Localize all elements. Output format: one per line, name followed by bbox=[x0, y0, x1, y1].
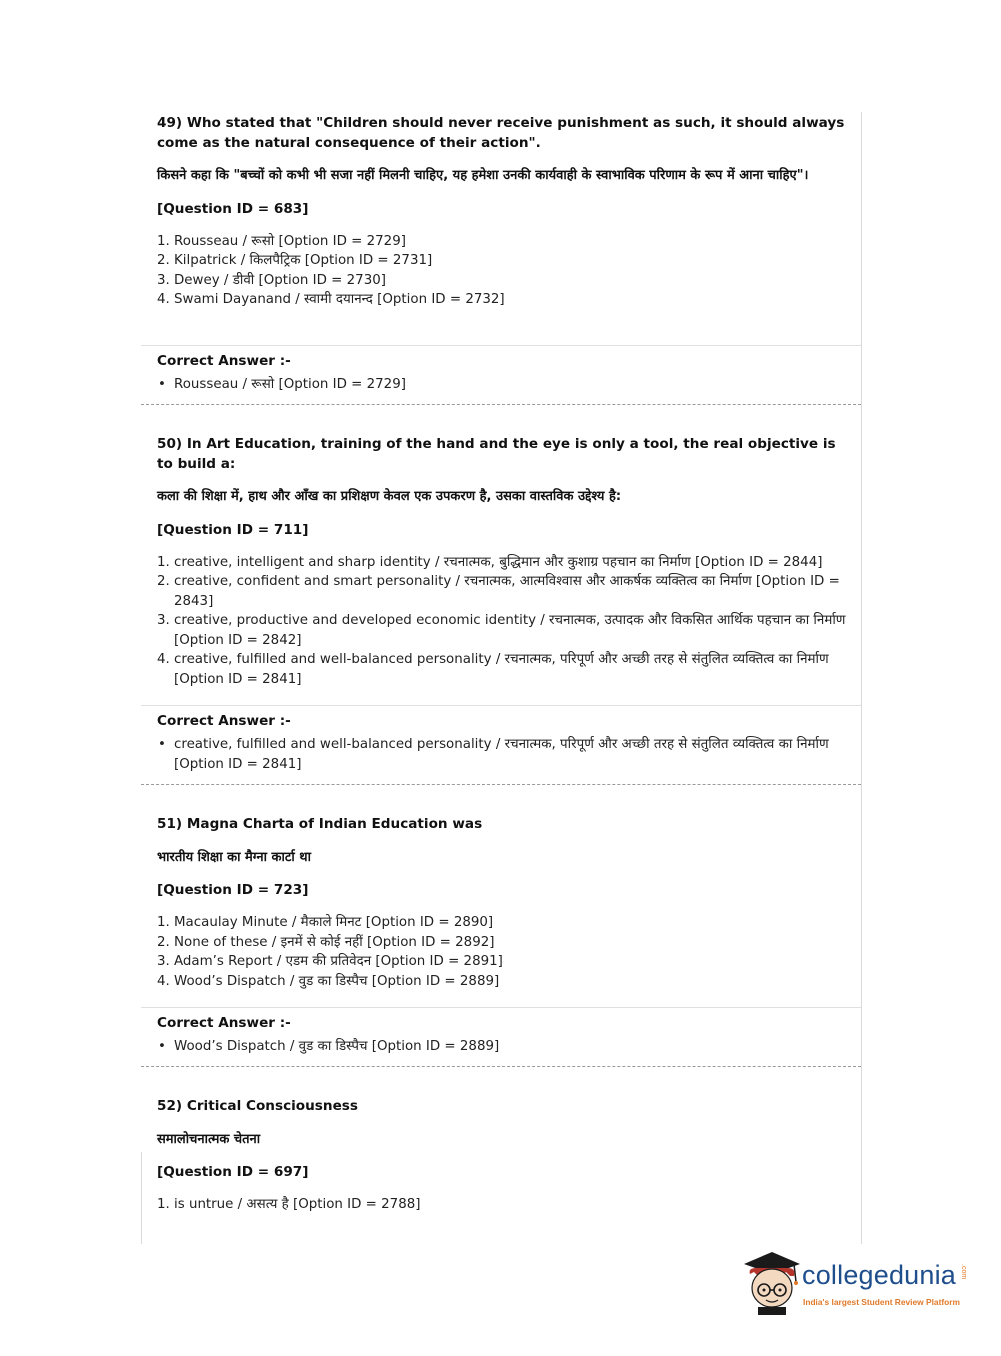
collegedunia-logo[interactable] bbox=[742, 1250, 972, 1316]
option-item bbox=[157, 251, 847, 271]
bullet-icon: • bbox=[158, 377, 166, 392]
option-text: is untrue / असत्य है [Option ID = 2788] bbox=[174, 1197, 421, 1212]
bullet-icon: • bbox=[158, 1039, 166, 1054]
option-number: 4. bbox=[157, 292, 170, 307]
question-hindi: किसने कहा कि "बच्चों को कभी भी सजा नहीं मिलनी चाहिए, यह हमेशा उनकी कार्यवाही के स्वाभाविक परिणाम के रूप में आना चाहिए"। bbox=[157, 168, 809, 183]
logo-tagline: India's largest Student Review Platform bbox=[803, 1297, 960, 1307]
question-50 bbox=[141, 435, 861, 689]
question-id: [Question ID = 723] bbox=[157, 882, 309, 898]
question-id: [Question ID = 711] bbox=[157, 521, 309, 538]
answer-text: Rousseau / रूसो [Option ID = 2729] bbox=[174, 377, 406, 392]
option-text: creative, productive and developed economic identity / रचनात्मक, उत्पादक और विकसित आर्थिक पहचान का निर्माण [Option ID = 2842] bbox=[174, 613, 846, 648]
options-list bbox=[157, 232, 847, 310]
option-text: None of these / इनमें से कोई नहीं [Option ID = 2892] bbox=[174, 934, 495, 950]
logo-wordmark: collegedunia bbox=[802, 1260, 957, 1290]
question-51 bbox=[141, 815, 861, 991]
question-divider bbox=[141, 1066, 861, 1067]
answer-50 bbox=[141, 712, 861, 774]
question-hindi: भारतीय शिक्षा का मैग्ना कार्टा था bbox=[157, 849, 311, 865]
option-number: 3. bbox=[157, 272, 170, 288]
option-text: Kilpatrick / किलपैट्रिक [Option ID = 2731] bbox=[174, 253, 433, 268]
correct-answer-label: Correct Answer :- bbox=[157, 713, 291, 729]
option-item bbox=[157, 611, 847, 650]
option-text: Adam’s Report / एडम की प्रतिवेदन [Option ID = 2891] bbox=[174, 954, 503, 969]
options-list bbox=[157, 913, 847, 991]
option-number: 2. bbox=[157, 253, 170, 268]
option-text: Rousseau / रूसो [Option ID = 2729] bbox=[174, 233, 406, 249]
page-right-border bbox=[861, 112, 862, 1244]
question-id: [Question ID = 683] bbox=[157, 200, 309, 217]
question-paper-page bbox=[141, 112, 862, 1244]
answer-list bbox=[157, 1037, 847, 1057]
option-number: 2. bbox=[157, 574, 170, 589]
question-divider bbox=[141, 404, 861, 405]
option-item bbox=[157, 952, 847, 972]
question-52 bbox=[141, 1097, 861, 1215]
options-list bbox=[157, 553, 847, 690]
question-title: 51) Magna Charta of Indian Education was bbox=[157, 816, 483, 832]
correct-answer-label: Correct Answer :- bbox=[157, 1015, 291, 1031]
answer-51 bbox=[141, 1014, 861, 1057]
question-title: 50) In Art Education, training of the hand and the eye is only a tool, the real objective is to build a: bbox=[157, 436, 836, 472]
question-id: [Question ID = 697] bbox=[157, 1164, 309, 1180]
answer-list bbox=[157, 735, 847, 774]
answer-49 bbox=[141, 352, 861, 395]
options-list bbox=[157, 1195, 847, 1215]
question-hindi: कला की शिक्षा में, हाथ और आँख का प्रशिक्षण केवल एक उपकरण है, उसका वास्तविक उद्देश्य है: bbox=[157, 489, 622, 504]
option-text: creative, intelligent and sharp identity / रचनात्मक, बुद्धिमान और कुशाग्र पहचान का निर्माण [Option ID = 2844] bbox=[174, 554, 823, 570]
answer-divider bbox=[141, 1007, 861, 1008]
option-number: 1. bbox=[157, 1197, 170, 1212]
option-number: 4. bbox=[157, 652, 170, 667]
option-number: 3. bbox=[157, 954, 170, 969]
option-number: 3. bbox=[157, 613, 170, 628]
answer-text: creative, fulfilled and well-balanced personality / रचनात्मक, परिपूर्ण और अच्छी तरह से संतुलित व्यक्तित्व का निर्माण [Option ID = 2841] bbox=[174, 737, 829, 772]
question-hindi: समालोचनात्मक चेतना bbox=[157, 1131, 261, 1147]
option-number: 1. bbox=[157, 554, 170, 570]
option-item bbox=[157, 972, 847, 992]
option-item bbox=[157, 1195, 847, 1215]
option-item bbox=[157, 553, 847, 573]
answer-divider bbox=[141, 345, 861, 346]
option-text: Swami Dayanand / स्वामी दयानन्द [Option ID = 2732] bbox=[174, 292, 505, 307]
option-item bbox=[157, 913, 847, 933]
option-number: 1. bbox=[157, 915, 170, 930]
answer-text: Wood’s Dispatch / वुड का डिस्पैच [Option ID = 2889] bbox=[174, 1039, 500, 1054]
option-item bbox=[157, 933, 847, 953]
logo-domain-suffix: .com bbox=[960, 1264, 967, 1280]
option-text: creative, confident and smart personality / रचनात्मक, आत्मविश्वास और आकर्षक व्यक्तित्व का निर्माण [Option ID = 2843] bbox=[174, 574, 840, 609]
answer-list bbox=[157, 375, 847, 395]
option-number: 1. bbox=[157, 233, 170, 249]
bullet-icon: • bbox=[158, 737, 166, 752]
option-text: Wood’s Dispatch / वुड का डिस्पैच [Option ID = 2889] bbox=[174, 973, 500, 989]
option-item bbox=[157, 271, 847, 291]
answer-divider bbox=[141, 705, 861, 706]
correct-answer-label: Correct Answer :- bbox=[157, 353, 291, 369]
option-text: Macaulay Minute / मैकाले मिनट [Option ID = 2890] bbox=[174, 915, 494, 930]
answer-item bbox=[157, 1037, 847, 1057]
option-number: 4. bbox=[157, 973, 170, 989]
answer-item bbox=[157, 375, 847, 395]
option-item bbox=[157, 232, 847, 252]
option-item bbox=[157, 290, 847, 310]
option-item bbox=[157, 650, 847, 689]
option-text: creative, fulfilled and well-balanced personality / रचनात्मक, परिपूर्ण और अच्छी तरह से संतुलित व्यक्तित्व का निर्माण [Option ID = 2841] bbox=[174, 652, 829, 687]
mascot-icon bbox=[742, 1250, 802, 1316]
question-49 bbox=[141, 114, 861, 310]
question-divider bbox=[141, 784, 861, 785]
answer-item bbox=[157, 735, 847, 774]
question-title: 52) Critical Consciousness bbox=[157, 1098, 358, 1114]
question-title: 49) Who stated that "Children should never receive punishment as such, it should always come as the natural consequence of their action". bbox=[157, 115, 845, 151]
option-text: Dewey / डीवी [Option ID = 2730] bbox=[174, 272, 386, 288]
option-item bbox=[157, 572, 847, 611]
option-number: 2. bbox=[157, 934, 170, 950]
